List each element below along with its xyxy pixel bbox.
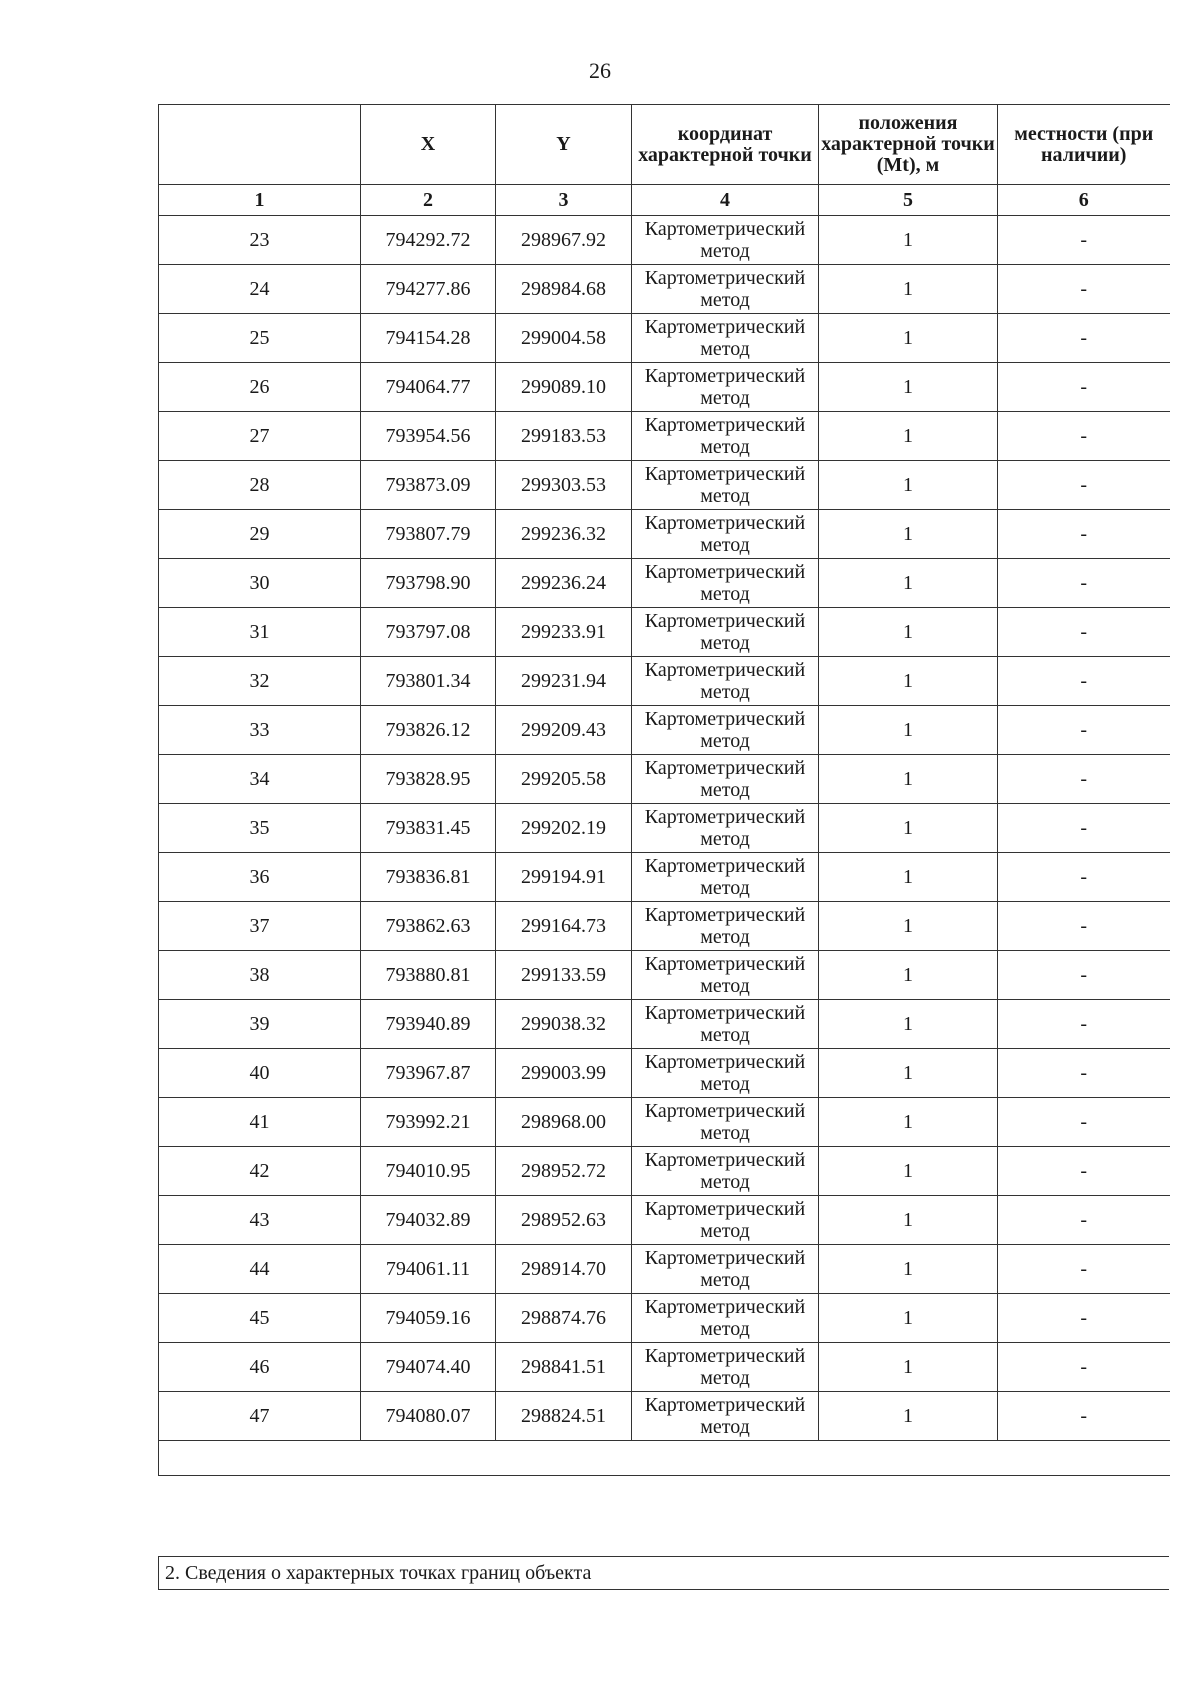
- point-number-cell: 43: [159, 1196, 361, 1245]
- method-cell: Картометрический метод: [632, 363, 819, 412]
- description-cell: -: [998, 412, 1170, 461]
- accuracy-cell: 1: [819, 1049, 998, 1098]
- method-cell: Картометрический метод: [632, 657, 819, 706]
- description-cell: -: [998, 1392, 1170, 1441]
- accuracy-cell: 1: [819, 853, 998, 902]
- point-number-cell: 45: [159, 1294, 361, 1343]
- accuracy-cell: 1: [819, 559, 998, 608]
- column-number: 5: [819, 185, 998, 216]
- point-number-cell: 39: [159, 1000, 361, 1049]
- x-coordinate-cell: 793992.21: [361, 1098, 496, 1147]
- accuracy-cell: 1: [819, 1098, 998, 1147]
- method-cell: Картометрический метод: [632, 1000, 819, 1049]
- description-cell: -: [998, 461, 1170, 510]
- table-row: [159, 804, 1170, 853]
- table-row: [159, 1343, 1170, 1392]
- column-number: 2: [361, 185, 496, 216]
- accuracy-cell: 1: [819, 1196, 998, 1245]
- x-coordinate-cell: 794059.16: [361, 1294, 496, 1343]
- point-number-cell: 38: [159, 951, 361, 1000]
- description-cell: -: [998, 363, 1170, 412]
- point-number-cell: 32: [159, 657, 361, 706]
- point-number-cell: 30: [159, 559, 361, 608]
- point-number-cell: 42: [159, 1147, 361, 1196]
- table-row: [159, 510, 1170, 559]
- y-coordinate-cell: 298841.51: [496, 1343, 632, 1392]
- method-cell: Картометрический метод: [632, 1196, 819, 1245]
- table-row: [159, 608, 1170, 657]
- accuracy-cell: 1: [819, 412, 998, 461]
- accuracy-cell: 1: [819, 951, 998, 1000]
- method-cell: Картометрический метод: [632, 902, 819, 951]
- header-cell-y: Y: [496, 105, 632, 185]
- description-cell: -: [998, 1196, 1170, 1245]
- accuracy-cell: 1: [819, 755, 998, 804]
- x-coordinate-cell: 793940.89: [361, 1000, 496, 1049]
- point-number-cell: 28: [159, 461, 361, 510]
- point-number-cell: 34: [159, 755, 361, 804]
- y-coordinate-cell: 299194.91: [496, 853, 632, 902]
- x-coordinate-cell: 793862.63: [361, 902, 496, 951]
- point-number-cell: 23: [159, 216, 361, 265]
- method-cell: Картометрический метод: [632, 1098, 819, 1147]
- y-coordinate-cell: 299183.53: [496, 412, 632, 461]
- accuracy-cell: 1: [819, 314, 998, 363]
- header-cell-x: X: [361, 105, 496, 185]
- point-number-cell: 40: [159, 1049, 361, 1098]
- y-coordinate-cell: 299004.58: [496, 314, 632, 363]
- table-header-row: [159, 105, 1170, 185]
- description-cell: -: [998, 608, 1170, 657]
- point-number-cell: 46: [159, 1343, 361, 1392]
- y-coordinate-cell: 299303.53: [496, 461, 632, 510]
- description-cell: -: [998, 804, 1170, 853]
- table-row: [159, 1147, 1170, 1196]
- point-number-cell: 41: [159, 1098, 361, 1147]
- accuracy-cell: 1: [819, 1392, 998, 1441]
- x-coordinate-cell: 793880.81: [361, 951, 496, 1000]
- x-coordinate-cell: 793826.12: [361, 706, 496, 755]
- description-cell: -: [998, 510, 1170, 559]
- description-cell: -: [998, 1098, 1170, 1147]
- header-cell-1: [159, 105, 361, 185]
- accuracy-cell: 1: [819, 265, 998, 314]
- method-cell: Картометрический метод: [632, 1245, 819, 1294]
- table-body: [159, 216, 1170, 1441]
- description-cell: -: [998, 265, 1170, 314]
- description-cell: -: [998, 1343, 1170, 1392]
- y-coordinate-cell: 299236.32: [496, 510, 632, 559]
- method-cell: Картометрический метод: [632, 853, 819, 902]
- y-coordinate-cell: 299233.91: [496, 608, 632, 657]
- x-coordinate-cell: 793828.95: [361, 755, 496, 804]
- accuracy-cell: 1: [819, 1343, 998, 1392]
- description-cell: -: [998, 1049, 1170, 1098]
- y-coordinate-cell: 298952.72: [496, 1147, 632, 1196]
- method-cell: Картометрический метод: [632, 1049, 819, 1098]
- description-cell: -: [998, 1245, 1170, 1294]
- column-number-row: [159, 185, 1170, 216]
- accuracy-cell: 1: [819, 216, 998, 265]
- x-coordinate-cell: 793836.81: [361, 853, 496, 902]
- x-coordinate-cell: 794010.95: [361, 1147, 496, 1196]
- accuracy-cell: 1: [819, 461, 998, 510]
- y-coordinate-cell: 298984.68: [496, 265, 632, 314]
- column-number: 4: [632, 185, 819, 216]
- method-cell: Картометрический метод: [632, 755, 819, 804]
- description-cell: -: [998, 1000, 1170, 1049]
- table-row: [159, 265, 1170, 314]
- table-row: [159, 314, 1170, 363]
- description-cell: -: [998, 951, 1170, 1000]
- header-cell-description: местности (при наличии): [998, 105, 1170, 185]
- header-cell-method: координат характерной точки: [632, 105, 819, 185]
- point-number-cell: 44: [159, 1245, 361, 1294]
- method-cell: Картометрический метод: [632, 216, 819, 265]
- table-row: [159, 657, 1170, 706]
- table-row: [159, 412, 1170, 461]
- accuracy-cell: 1: [819, 608, 998, 657]
- point-number-cell: 37: [159, 902, 361, 951]
- table-row: [159, 853, 1170, 902]
- method-cell: Картометрический метод: [632, 314, 819, 363]
- x-coordinate-cell: 794032.89: [361, 1196, 496, 1245]
- x-coordinate-cell: 793831.45: [361, 804, 496, 853]
- table-row: [159, 1245, 1170, 1294]
- point-number-cell: 25: [159, 314, 361, 363]
- table-row: [159, 706, 1170, 755]
- accuracy-cell: 1: [819, 363, 998, 412]
- accuracy-cell: 1: [819, 804, 998, 853]
- method-cell: Картометрический метод: [632, 559, 819, 608]
- y-coordinate-cell: 298968.00: [496, 1098, 632, 1147]
- method-cell: Картометрический метод: [632, 1147, 819, 1196]
- x-coordinate-cell: 793798.90: [361, 559, 496, 608]
- column-number: 3: [496, 185, 632, 216]
- table-row: [159, 1049, 1170, 1098]
- y-coordinate-cell: 298967.92: [496, 216, 632, 265]
- description-cell: -: [998, 314, 1170, 363]
- method-cell: Картометрический метод: [632, 1343, 819, 1392]
- accuracy-cell: 1: [819, 1294, 998, 1343]
- method-cell: Картометрический метод: [632, 510, 819, 559]
- method-cell: Картометрический метод: [632, 265, 819, 314]
- description-cell: -: [998, 706, 1170, 755]
- table-row: [159, 363, 1170, 412]
- x-coordinate-cell: 794080.07: [361, 1392, 496, 1441]
- accuracy-cell: 1: [819, 657, 998, 706]
- column-number: 1: [159, 185, 361, 216]
- point-number-cell: 47: [159, 1392, 361, 1441]
- description-cell: -: [998, 1147, 1170, 1196]
- point-number-cell: 35: [159, 804, 361, 853]
- method-cell: Картометрический метод: [632, 608, 819, 657]
- column-number: 6: [998, 185, 1170, 216]
- method-cell: Картометрический метод: [632, 461, 819, 510]
- method-cell: Картометрический метод: [632, 1392, 819, 1441]
- description-cell: -: [998, 1294, 1170, 1343]
- point-number-cell: 26: [159, 363, 361, 412]
- table-row: [159, 559, 1170, 608]
- header-cell-accuracy: положения характерной точки (Mt), м: [819, 105, 998, 185]
- point-number-cell: 31: [159, 608, 361, 657]
- x-coordinate-cell: 794292.72: [361, 216, 496, 265]
- table-row: [159, 1000, 1170, 1049]
- table-row: [159, 1098, 1170, 1147]
- description-cell: -: [998, 902, 1170, 951]
- y-coordinate-cell: 299133.59: [496, 951, 632, 1000]
- point-number-cell: 29: [159, 510, 361, 559]
- table-row: [159, 902, 1170, 951]
- method-cell: Картометрический метод: [632, 1294, 819, 1343]
- y-coordinate-cell: 298824.51: [496, 1392, 632, 1441]
- point-number-cell: 27: [159, 412, 361, 461]
- x-coordinate-cell: 794277.86: [361, 265, 496, 314]
- method-cell: Картометрический метод: [632, 951, 819, 1000]
- y-coordinate-cell: 298914.70: [496, 1245, 632, 1294]
- y-coordinate-cell: 299089.10: [496, 363, 632, 412]
- table-row: [159, 1294, 1170, 1343]
- table-row: [159, 755, 1170, 804]
- x-coordinate-cell: 793954.56: [361, 412, 496, 461]
- empty-footer-row: [159, 1441, 1170, 1476]
- y-coordinate-cell: 299209.43: [496, 706, 632, 755]
- x-coordinate-cell: 793807.79: [361, 510, 496, 559]
- accuracy-cell: 1: [819, 1000, 998, 1049]
- accuracy-cell: 1: [819, 510, 998, 559]
- description-cell: -: [998, 657, 1170, 706]
- y-coordinate-cell: 298874.76: [496, 1294, 632, 1343]
- x-coordinate-cell: 793801.34: [361, 657, 496, 706]
- y-coordinate-cell: 299205.58: [496, 755, 632, 804]
- x-coordinate-cell: 794064.77: [361, 363, 496, 412]
- accuracy-cell: 1: [819, 1147, 998, 1196]
- accuracy-cell: 1: [819, 1245, 998, 1294]
- table-row: [159, 951, 1170, 1000]
- accuracy-cell: 1: [819, 706, 998, 755]
- point-number-cell: 33: [159, 706, 361, 755]
- x-coordinate-cell: 793873.09: [361, 461, 496, 510]
- table-row: [159, 1196, 1170, 1245]
- coordinates-table: [158, 104, 1170, 1476]
- method-cell: Картометрический метод: [632, 804, 819, 853]
- description-cell: -: [998, 216, 1170, 265]
- y-coordinate-cell: 299038.32: [496, 1000, 632, 1049]
- y-coordinate-cell: 299231.94: [496, 657, 632, 706]
- description-cell: -: [998, 559, 1170, 608]
- page-number: 26: [589, 58, 611, 83]
- x-coordinate-cell: 793797.08: [361, 608, 496, 657]
- section-heading: 2. Сведения о характерных точках границ объекта: [158, 1556, 1169, 1590]
- y-coordinate-cell: 299164.73: [496, 902, 632, 951]
- description-cell: -: [998, 853, 1170, 902]
- y-coordinate-cell: 299236.24: [496, 559, 632, 608]
- point-number-cell: 36: [159, 853, 361, 902]
- method-cell: Картометрический метод: [632, 706, 819, 755]
- empty-cell: [159, 1441, 1170, 1476]
- description-cell: -: [998, 755, 1170, 804]
- y-coordinate-cell: 298952.63: [496, 1196, 632, 1245]
- x-coordinate-cell: 793967.87: [361, 1049, 496, 1098]
- method-cell: Картометрический метод: [632, 412, 819, 461]
- table-row: [159, 216, 1170, 265]
- x-coordinate-cell: 794154.28: [361, 314, 496, 363]
- x-coordinate-cell: 794061.11: [361, 1245, 496, 1294]
- y-coordinate-cell: 299202.19: [496, 804, 632, 853]
- x-coordinate-cell: 794074.40: [361, 1343, 496, 1392]
- y-coordinate-cell: 299003.99: [496, 1049, 632, 1098]
- table-row: [159, 1392, 1170, 1441]
- point-number-cell: 24: [159, 265, 361, 314]
- table-row: [159, 461, 1170, 510]
- accuracy-cell: 1: [819, 902, 998, 951]
